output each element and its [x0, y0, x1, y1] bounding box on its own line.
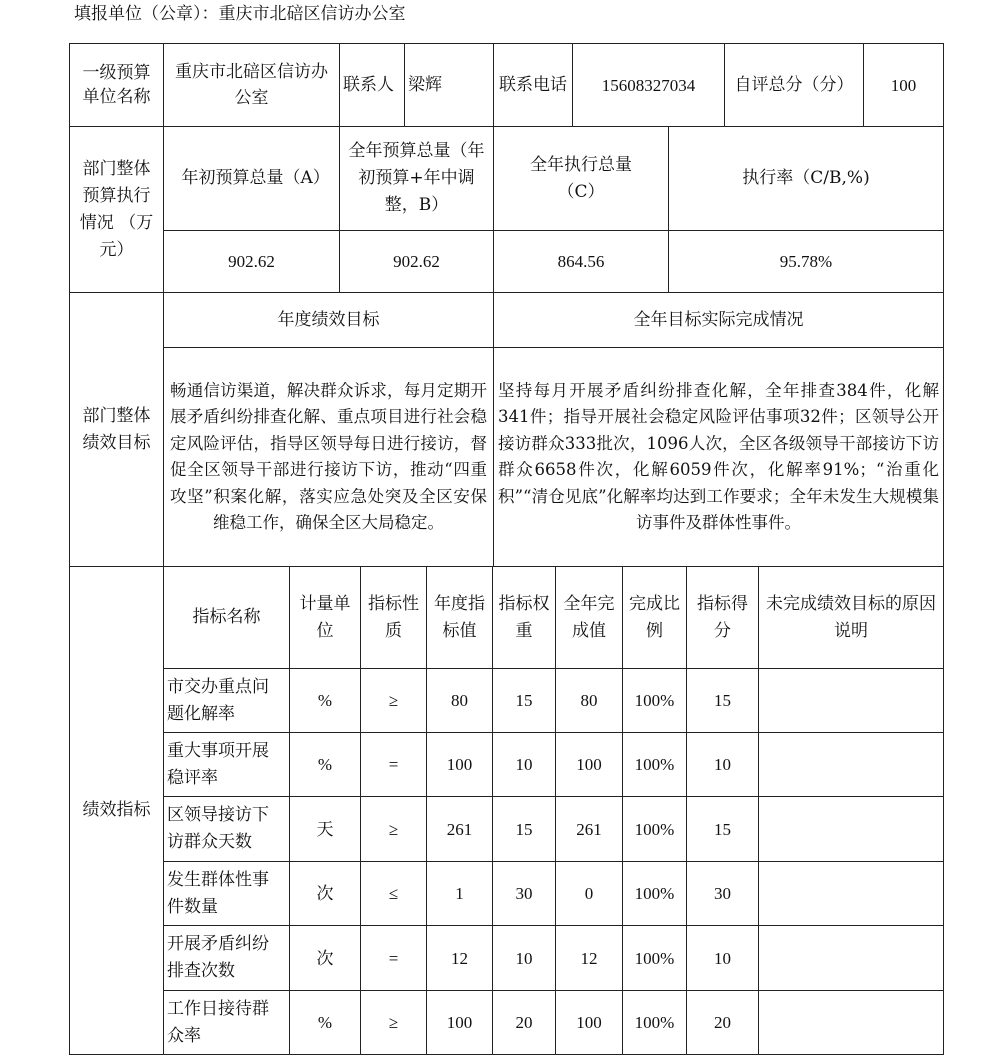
indicator-nature: ≥ [388, 1013, 399, 1032]
indicator-weight-cell [492, 861, 556, 926]
phone-label-cell [493, 43, 573, 127]
col-header-ratio-cell [622, 566, 687, 669]
score-label-cell [724, 43, 864, 127]
budget-a-header-cell [163, 126, 340, 231]
indicator-weight: 10 [515, 948, 533, 968]
indicator-reason-cell [758, 732, 944, 797]
indicator-target: 100 [446, 1013, 473, 1032]
indicator-unit-cell [289, 861, 361, 926]
indicator-reason-cell [758, 861, 944, 926]
actual-text: 坚持每月开展矛盾纠纷排查化解，全年排查384件，化解341件；指导开展社会稳定风险评估事项32件；区领导公开接访群众333批次，1096人次，全区各级领导干部接访下访群众6658件次，化解6059件次，化解率91%；“治重化积”“清仓见底”化解率均达到工作要求；全年未发生大规模集访事件及群体性事件。 [498, 380, 939, 532]
indicator-ratio-cell [622, 861, 687, 926]
indicator-weight: 20 [515, 1013, 533, 1032]
indicator-nature: ≤ [388, 884, 399, 903]
budget-c-value-cell [493, 230, 669, 293]
indicator-ratio: 100% [634, 819, 675, 839]
indicator-score-cell [686, 925, 759, 991]
indicators-section-label: 绩效指标 [82, 800, 151, 820]
actual-header: 全年目标实际完成情况 [633, 309, 804, 330]
col-header-actual: 全年完成值 [563, 593, 615, 641]
actual-text-cell [493, 347, 944, 567]
indicator-ratio: 100% [634, 755, 675, 774]
phone-label: 联系电话 [499, 74, 567, 95]
budget-rate-value: 95.78% [779, 252, 833, 271]
col-header-weight-cell [492, 566, 556, 669]
budget-rate-header-cell [668, 126, 944, 231]
indicator-unit-cell [289, 668, 361, 733]
indicator-nature-cell [360, 796, 427, 862]
col-header-nature-cell [360, 566, 427, 669]
indicator-ratio-cell [622, 796, 687, 862]
indicator-ratio-cell [622, 990, 687, 1055]
indicator-target-cell [426, 990, 493, 1055]
indicator-nature: ≥ [388, 819, 399, 839]
contact-label: 联系人 [343, 74, 394, 95]
actual-header-cell [493, 292, 944, 348]
col-header-reason: 未完成绩效目标的原因说明 [766, 593, 936, 641]
indicator-name: 重大事项开展稳评率 [167, 740, 269, 788]
budget-b-value: 902.62 [393, 252, 440, 271]
indicator-actual-cell [555, 796, 623, 862]
indicator-score-cell [686, 861, 759, 926]
indicator-nature: = [388, 755, 399, 774]
target-header-cell [163, 292, 494, 348]
contact-label-cell [339, 43, 405, 127]
indicator-actual-cell [555, 990, 623, 1055]
budget-c-value: 864.56 [557, 252, 605, 271]
goals-section-label: 部门整体 绩效目标 [82, 405, 151, 453]
indicator-unit: % [317, 691, 333, 710]
indicator-weight: 15 [515, 819, 533, 839]
indicator-ratio-cell [622, 668, 687, 733]
indicator-score: 10 [714, 755, 731, 774]
contact-name: 梁辉 [408, 74, 442, 95]
indicator-actual: 80 [580, 691, 598, 710]
col-header-target-cell [426, 566, 493, 669]
indicator-target: 100 [446, 755, 473, 774]
indicator-name: 开展矛盾纠纷排查次数 [167, 934, 269, 981]
unit-name-cell [163, 43, 340, 127]
indicator-unit-cell [289, 990, 361, 1055]
col-header-target: 年度指标值 [434, 593, 485, 641]
filler-unit-label: 填报单位（公章）：重庆市北碚区信访办公室 [74, 4, 406, 24]
indicator-name-cell [163, 732, 290, 797]
budget-b-header: 全年预算总量（年初预算+年中调整，B） [348, 141, 485, 215]
indicator-ratio: 100% [634, 691, 675, 710]
phone-cell [572, 43, 725, 127]
indicator-unit: % [317, 1013, 333, 1032]
indicator-actual: 0 [584, 884, 594, 903]
indicator-nature-cell [360, 668, 427, 733]
budget-a-value-cell [163, 230, 340, 293]
indicator-actual: 261 [576, 819, 602, 839]
indicator-reason-cell [758, 925, 944, 991]
budget-section-label: 部门整体预算执行情况 （万元） [79, 158, 154, 260]
budget-rate-header: 执行率（C/B,%) [742, 168, 870, 188]
indicator-weight: 30 [515, 884, 533, 903]
indicator-ratio-cell [622, 925, 687, 991]
col-header-ratio: 完成比例 [629, 593, 680, 641]
score-cell [863, 43, 944, 127]
indicator-actual: 100 [576, 1013, 602, 1032]
indicator-target: 12 [451, 948, 468, 968]
indicator-actual: 100 [576, 755, 602, 774]
budget-b-header-cell [339, 126, 494, 231]
indicator-name: 区领导接访下访群众天数 [167, 805, 269, 852]
col-header-actual-cell [555, 566, 623, 669]
budget-a-value: 902.62 [228, 252, 275, 271]
col-header-name: 指标名称 [192, 607, 261, 627]
budget-section-cell [69, 126, 164, 293]
indicator-actual-cell [555, 861, 623, 926]
indicator-weight: 10 [515, 755, 533, 774]
indicator-nature: = [388, 948, 399, 968]
score-value: 100 [890, 75, 917, 95]
indicator-actual: 12 [580, 948, 598, 968]
col-header-score: 指标得分 [697, 593, 748, 641]
indicator-ratio-cell [622, 732, 687, 797]
indicator-actual-cell [555, 668, 623, 733]
indicator-target-cell [426, 925, 493, 991]
indicator-score: 30 [714, 884, 731, 903]
unit-name: 重庆市北碚区信访办公室 [175, 62, 328, 108]
indicator-name-cell [163, 925, 290, 991]
indicator-reason-cell [758, 668, 944, 733]
indicator-ratio: 100% [634, 884, 675, 903]
indicator-target: 261 [446, 819, 473, 839]
indicator-target-cell [426, 796, 493, 862]
target-text-cell [163, 347, 494, 567]
indicator-target-cell [426, 668, 493, 733]
score-label: 自评总分（分） [734, 74, 854, 95]
indicator-score: 10 [714, 948, 731, 968]
indicator-nature-cell [360, 861, 427, 926]
indicator-weight-cell [492, 796, 556, 862]
col-header-name-cell [163, 566, 290, 669]
col-header-nature: 指标性质 [368, 593, 419, 641]
indicator-ratio: 100% [634, 948, 675, 968]
budget-c-header-cell [493, 126, 669, 231]
indicator-name-cell [163, 990, 290, 1055]
indicator-score-cell [686, 796, 759, 862]
col-header-weight: 指标权重 [498, 593, 550, 641]
indicator-nature-cell [360, 990, 427, 1055]
indicator-score-cell [686, 990, 759, 1055]
indicator-score: 20 [714, 1013, 731, 1032]
indicator-reason-cell [758, 796, 944, 862]
col-header-unit: 计量单位 [299, 593, 351, 641]
phone-value: 15608327034 [601, 75, 696, 95]
indicator-score-cell [686, 732, 759, 797]
indicator-name-cell [163, 668, 290, 733]
indicator-target: 1 [455, 884, 464, 903]
indicator-nature: ≥ [388, 691, 399, 710]
indicator-target-cell [426, 732, 493, 797]
indicator-name-cell [163, 861, 290, 926]
indicator-unit: 次 [316, 948, 334, 968]
indicator-weight: 15 [515, 691, 533, 710]
indicator-reason-cell [758, 990, 944, 1055]
indicator-score: 15 [714, 691, 731, 710]
indicator-target-cell [426, 861, 493, 926]
budget-c-header: 全年执行总量（C） [530, 154, 632, 202]
budget-b-value-cell [339, 230, 494, 293]
indicator-ratio: 100% [634, 1013, 675, 1032]
indicator-weight-cell [492, 668, 556, 733]
indicator-name: 发生群体性事件数量 [167, 869, 269, 917]
indicator-name: 工作日接待群众率 [167, 998, 269, 1046]
goals-section-cell [69, 292, 164, 567]
indicator-unit-cell [289, 796, 361, 862]
indicator-unit: 天 [316, 819, 334, 839]
indicator-nature-cell [360, 732, 427, 797]
indicator-weight-cell [492, 925, 556, 991]
indicator-target: 80 [451, 691, 468, 710]
indicator-score: 15 [714, 819, 731, 839]
target-header: 年度绩效目标 [277, 309, 380, 330]
indicator-name-cell [163, 796, 290, 862]
indicator-actual-cell [555, 732, 623, 797]
indicator-score-cell [686, 668, 759, 733]
unit-label: 一级预算 单位名称 [82, 63, 151, 107]
contact-name-cell [404, 43, 494, 127]
budget-a-header: 年初预算总量（A） [181, 168, 330, 188]
indicator-nature-cell [360, 925, 427, 991]
col-header-score-cell [686, 566, 759, 669]
budget-rate-value-cell [668, 230, 944, 293]
target-text: 畅通信访渠道，解决群众诉求，每月定期开展矛盾纠纷排查化解、重点项目进行社会稳定风险评估，指导区领导每日进行接访，督促全区领导干部进行接访下访，推动“四重攻坚”积案化解，落实应急处突及全区安保维稳工作，确保全区大局稳定。 [170, 380, 487, 532]
indicator-name: 市交办重点问题化解率 [167, 676, 269, 724]
indicator-unit: % [317, 755, 333, 774]
col-header-reason-cell [758, 566, 944, 669]
indicator-weight-cell [492, 990, 556, 1055]
indicator-unit-cell [289, 925, 361, 991]
indicator-weight-cell [492, 732, 556, 797]
indicator-unit-cell [289, 732, 361, 797]
indicator-actual-cell [555, 925, 623, 991]
indicator-unit: 次 [316, 884, 334, 903]
indicators-section-cell [69, 566, 164, 1055]
unit-label-cell [69, 43, 164, 127]
col-header-unit-cell [289, 566, 361, 669]
